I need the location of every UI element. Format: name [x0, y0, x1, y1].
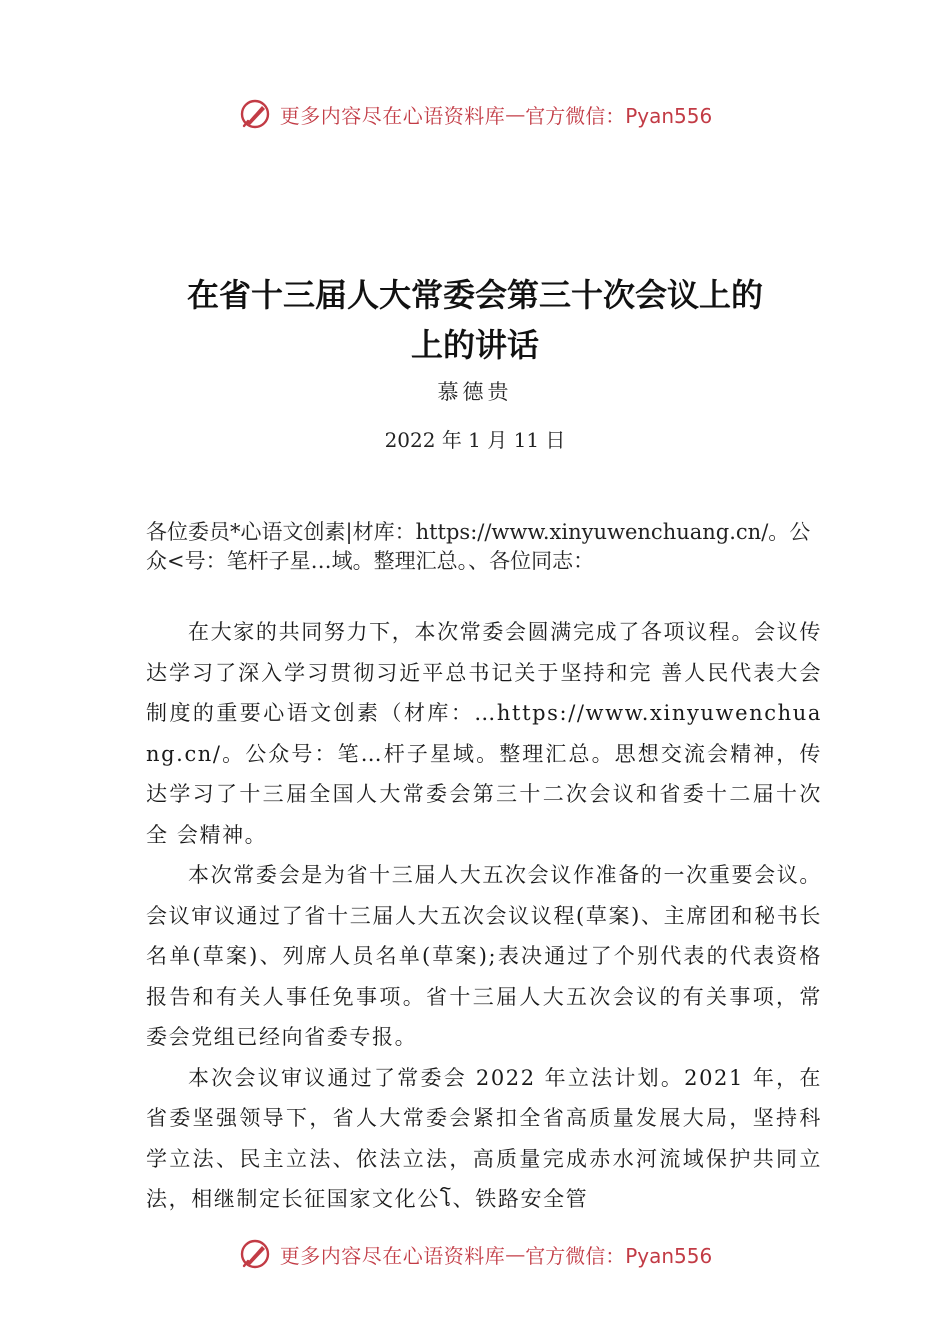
title-line-2: 上的讲话 — [410, 326, 539, 364]
title-line-1: 在省十三届人大常委会第三十次会议上的 — [186, 276, 763, 314]
author: 慕德贵 — [437, 380, 513, 404]
banner-text: 更多内容尽在心语资料库 — [279, 103, 506, 128]
banner-separator: — — [505, 1242, 526, 1266]
document-body — [146, 612, 822, 1220]
paragraph: 本次常委会是为省十三届人大五次会议作准备的一次重要会议。会议审议通过了省十三届人大五次会议议程(草案)、主席团和秘书长名单(草案)、列席人员名单(草案);表决通过了个别代表的代表资格报告和有关人事任免事项。省十三届人大五次会议的有关事项，常委会党组已经向省委专报。 — [146, 863, 822, 1049]
document-title — [100, 270, 850, 370]
footer-banner — [0, 1232, 950, 1276]
banner-wechat: 官方微信：Pyan556 — [525, 103, 713, 128]
paragraph: 本次会议审议通过了常委会 2022 年立法计划。2021 年，在省委坚强领导下，省人大常委会紧扣全省高质量发展大局，坚持科学立法、民主立法、依法立法，高质量完成赤水河流域保护共同立法，相继制定长征国家文化公โ、铁路安全管 — [146, 1065, 822, 1211]
quill-logo-icon — [238, 97, 272, 131]
header-banner — [0, 92, 950, 136]
banner-wechat: 官方微信：Pyan556 — [525, 1243, 713, 1268]
date: 2022 年 1 月 11 日 — [384, 428, 566, 452]
paragraph: 在大家的共同努力下，本次常委会圆满完成了各项议程。会议传达学习了深入学习贯彻习近平总书记关于坚持和完 善人民代表大会制度的重要心语文创素（材库：…https://www.xinyuwenchuang.cn/。公众号：笔…杆子星域。整理汇总。思想交流会精神，传达学习了十三届全国人大常委会第三十二次会议和省委十二届十次全 会精神。 — [146, 620, 822, 847]
banner-text: 更多内容尽在心语资料库 — [279, 1243, 506, 1268]
quill-logo-icon — [238, 1237, 272, 1271]
salutation: 各位委员*心语文创素|材库：https://www.xinyuwenchuang.cn/。公众<号：笔杆子星…域。整理汇总。、各位同志： — [146, 520, 811, 573]
banner-separator: — — [505, 102, 526, 126]
